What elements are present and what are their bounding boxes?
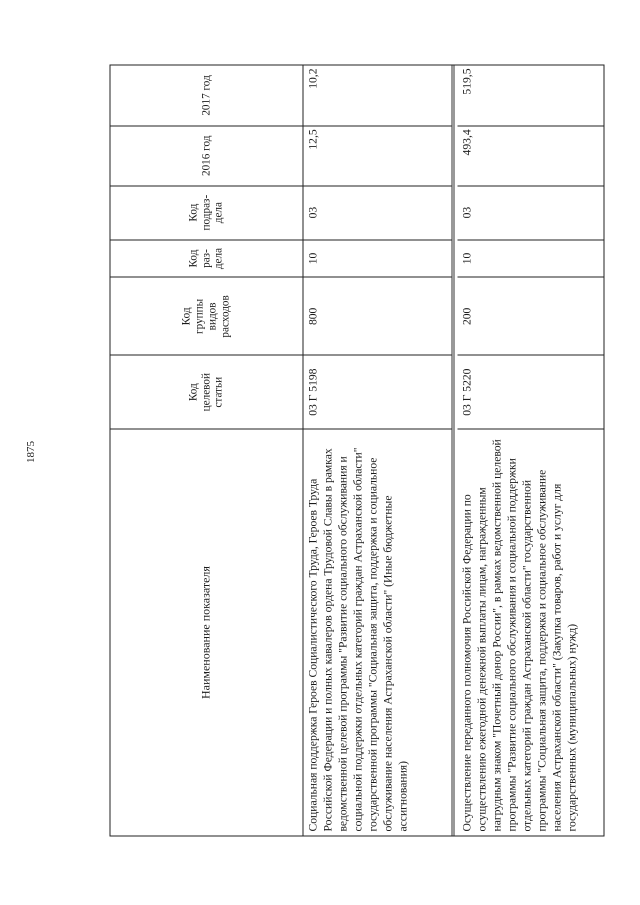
- header-target-code-line: целевой: [200, 372, 213, 411]
- row-target-code: 03 Г 5198: [304, 354, 452, 428]
- header-subsection-code-line: подраз-: [200, 194, 213, 230]
- header-name: Наименование показателя: [111, 428, 303, 835]
- row-name: Осуществление переданного полномочия Российской Федерации по осуществлению ежегодной денежной выплаты лицам, награжденным нагрудным знаком "Почетный донор России", в рамках ведомственной целевой программы "Развитие социального обслуживания и социальной поддержки отдельных категорий граждан Астраханской области" государственной программы "Социальная защита, поддержка и социальное обслуживание населения Астраханской области" (Закупка товаров, работ и услуг для государственных (муниципальных) нужд): [458, 428, 604, 835]
- row-target-code: 03 Г 5220: [458, 354, 604, 428]
- table-row: [458, 65, 604, 835]
- row-amount-2016: 493,4: [458, 125, 604, 185]
- header-group-code-line: видов: [206, 301, 219, 330]
- table-header-row: [111, 65, 304, 835]
- row-name: Социальная поддержка Героев Социалистического Труда, Героев Труда Российской Федерации и полных кавалеров ордена Трудовой Славы в рамках ведомственной целевой программы "Развитие социального обслуживания и социальной поддержки отдельных категорий граждан Астраханской области" государственной программы "Социальная защита, поддержка и социальное обслуживание населения Астраханской области" (Иные бюджетные ассигнования): [304, 428, 452, 835]
- budget-table: [110, 64, 605, 836]
- header-target-code-line: Код: [187, 382, 200, 401]
- table-row: [304, 65, 455, 835]
- row-section-code: 10: [304, 239, 452, 277]
- header-subsection-code-line: Код: [187, 203, 200, 222]
- row-group-code: 800: [304, 276, 452, 354]
- header-group-code-line: Код: [180, 306, 193, 325]
- header-year-2016: 2016 год: [111, 125, 303, 185]
- row-amount-2017: 10,2: [306, 68, 320, 89]
- header-group-code: [111, 276, 303, 354]
- header-group-code-line: группы: [193, 298, 206, 334]
- header-section-code-line: раз-: [200, 248, 213, 268]
- header-target-code-line: статьи: [212, 376, 225, 408]
- header-section-code-line: дела: [212, 247, 225, 269]
- header-section-code: [111, 239, 303, 277]
- header-group-code-line: расходов: [219, 294, 232, 338]
- page-number: 1875: [25, 441, 37, 463]
- header-subsection-code-line: дела: [212, 201, 225, 223]
- header-target-code: [111, 354, 303, 428]
- row-group-code: 200: [458, 276, 604, 354]
- row-subsection-code: 03: [458, 185, 604, 239]
- header-subsection-code: [111, 185, 303, 239]
- header-year-2017: 2017 год: [200, 74, 213, 116]
- row-amount-2017: 519,5: [460, 68, 474, 95]
- row-amount-2016: 12,5: [304, 125, 452, 185]
- row-subsection-code: 03: [304, 185, 452, 239]
- header-section-code-line: Код: [187, 249, 200, 267]
- row-section-code: 10: [458, 239, 604, 277]
